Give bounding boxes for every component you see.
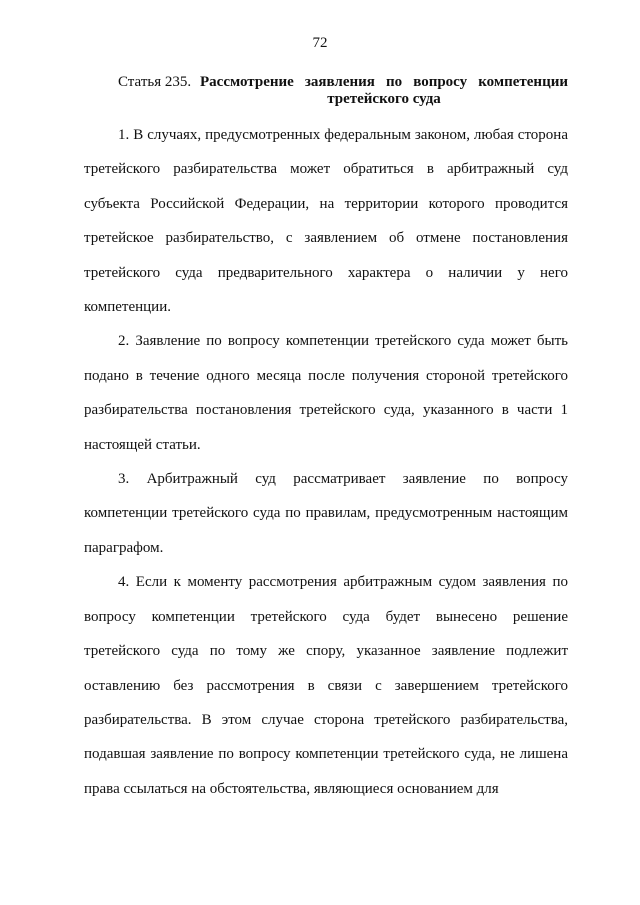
paragraph-2: 2. Заявление по вопросу компетенции третейского суда может быть подано в течение одного месяца после получения стороной третейского разбирательства постановления третейского суда, указанного в части 1 настоящей статьи. xyxy=(84,333,568,453)
paragraph-4: 4. Если к моменту рассмотрения арбитражным судом заявления по вопросу компетенции третейского суда будет вынесено решение третейского суда по тому же спору, указанное заявление подлежит оставлению без рассмотрения в связи с завершением третейского разбирательства. В этом случае сторона третейского разбирательства, подавшая заявление по вопросу компетенции третейского суда, не лишена права ссылаться на обстоятельства, являющиеся основанием для xyxy=(84,574,568,797)
paragraph-1: 1. В случаях, предусмотренных федеральным законом, любая сторона третейского разбирательства может обратиться в арбитражный суд субъекта Российской Федерации, на территории которого проводится третейское разбирательство, с заявлением об отмене постановления третейского суда предварительного характера о наличии у него компетенции. xyxy=(84,127,568,316)
article-body xyxy=(84,118,568,806)
page-number: 72 xyxy=(312,35,328,51)
paragraph-3: 3. Арбитражный суд рассматривает заявление по вопросу компетенции третейского суда по правилам, предусмотренным настоящим параграфом. xyxy=(84,471,568,556)
article-title: Рассмотрение заявления по вопросу компетенции третейского суда xyxy=(200,74,568,107)
article-label: Статья 235. xyxy=(118,74,192,90)
